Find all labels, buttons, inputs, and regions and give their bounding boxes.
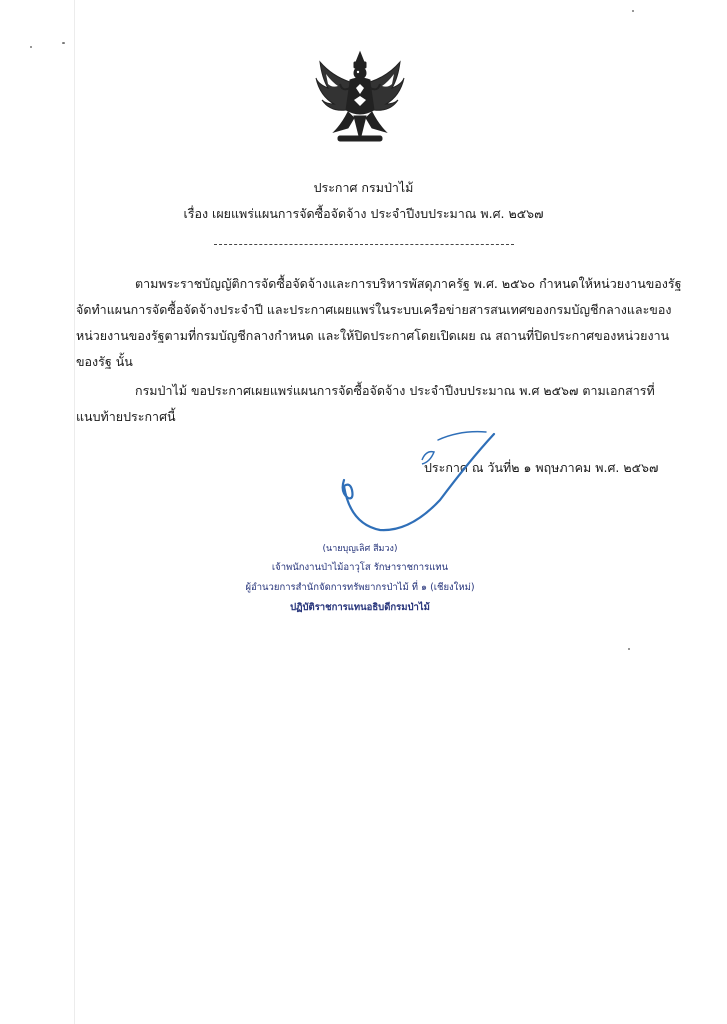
paragraph1-line: ตามพระราชบัญญัติการจัดซื้อจัดจ้างและการบริหารพัสดุภาครัฐ พ.ศ. ๒๕๖๐ กำหนดให้หน่วยงานของรัฐ (135, 276, 682, 291)
paragraph2-line: แนบท้ายประกาศนี้ (76, 409, 176, 424)
handwritten-signature (330, 420, 530, 540)
signatory-position-2: ผู้อำนวยการสำนักจัดการทรัพยากรป่าไม้ ที่ ๑ (เชียงใหม่) (245, 582, 475, 593)
paragraph1-line: จัดทำแผนการจัดซื้อจัดจ้างประจำปี และประกาศเผยแพร่ในระบบเครือข่ายสารสนเทศของกรมบัญชีกลางและของ (76, 302, 672, 317)
paragraph2-line: กรมป่าไม้ ขอประกาศเผยแพร่แผนการจัดซื้อจัดจ้าง ประจำปีงบประมาณ พ.ศ ๒๕๖๗ ตามเอกสารที่ (135, 383, 655, 398)
signatory-name: (นายบุญเลิศ สีมวง) (322, 544, 398, 554)
garuda-emblem-icon (312, 48, 408, 148)
signatory-position-1: เจ้าพนักงานป่าไม้อาวุโส รักษาราชการแทน (271, 562, 449, 573)
paragraph1-line: หน่วยงานของรัฐตามที่กรมบัญชีกลางกำหนด และให้ปิดประกาศโดยเปิดเผย ณ สถานที่ปิดประกาศของหน่วยงาน (76, 328, 670, 343)
signatory-position-3: ปฏิบัติราชการแทนอธิบดีกรมป่าไม้ (290, 602, 430, 613)
paragraph1-line: ของรัฐ นั้น (76, 354, 133, 369)
scan-speck (628, 648, 630, 650)
announcement-date: ประกาศ ณ วันที่๒ ๑ พฤษภาคม พ.ศ. ๒๕๖๗ (424, 460, 659, 475)
scan-speck (632, 10, 634, 12)
scan-speck (30, 46, 32, 48)
announcement-title: ประกาศ กรมป่าไม้ (313, 180, 414, 195)
header-divider (214, 244, 514, 245)
scan-speck (62, 42, 65, 44)
announcement-subject: เรื่อง เผยแพร่แผนการจัดซื้อจัดจ้าง ประจำปีงบประมาณ พ.ศ. ๒๕๖๗ (183, 206, 544, 221)
scan-edge-line (74, 0, 75, 1024)
